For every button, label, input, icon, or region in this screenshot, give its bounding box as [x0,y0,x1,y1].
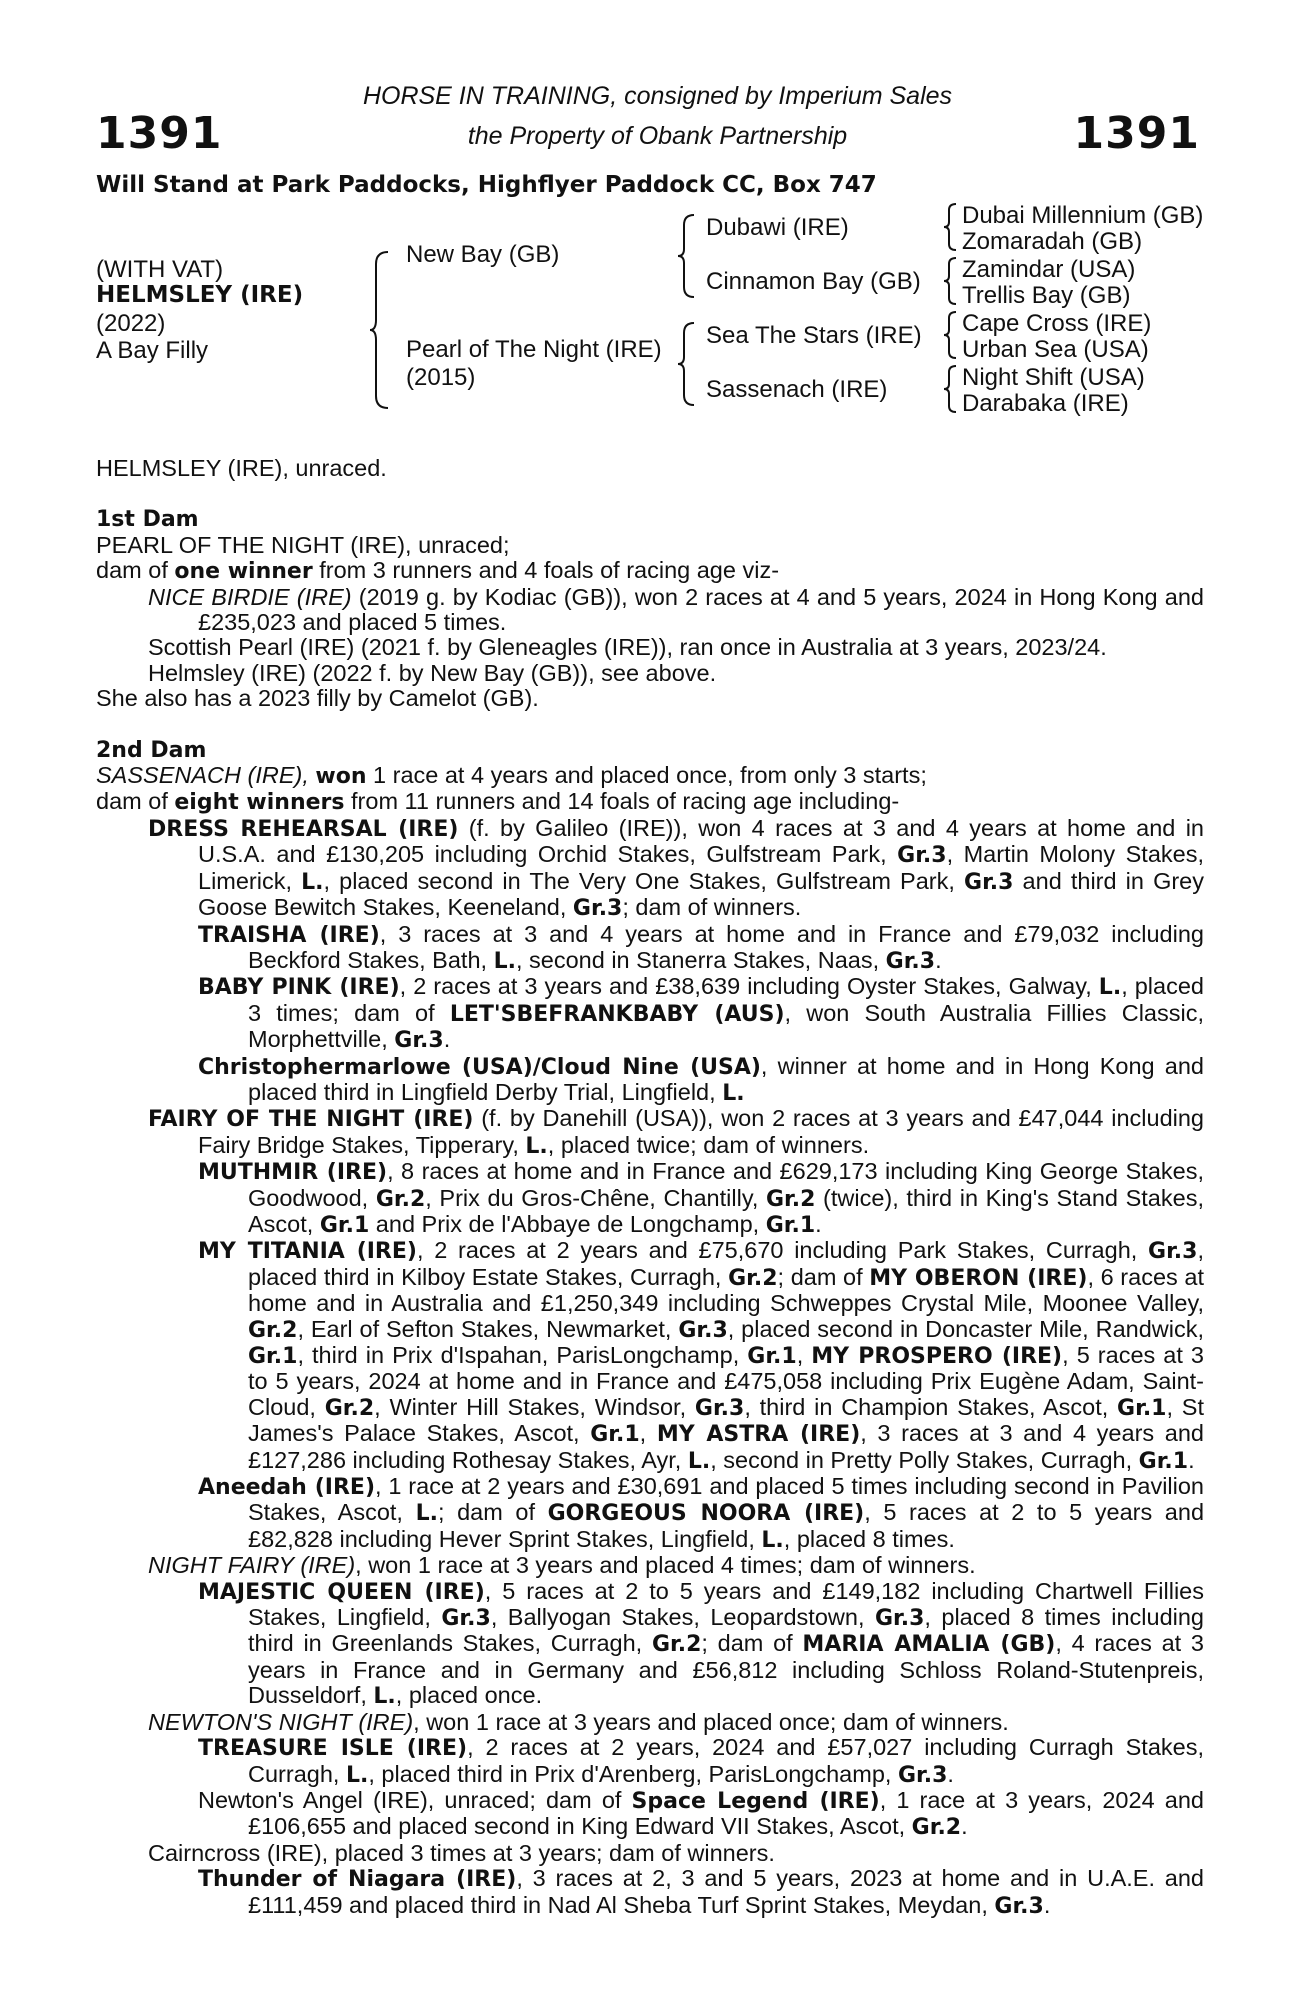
stand-location: Will Stand at Park Paddocks, Highflyer Paddock CC, Box 747 [96,172,877,198]
second-dam-produce-line: dam of eight winners from 11 runners and 14 foals of racing age including- [96,788,900,816]
entry-newtons-night: NEWTON'S NIGHT (IRE), won 1 race at 3 years and placed once; dam of winners. [148,1708,1009,1735]
entry-christophermarlowe: Christophermarlowe (USA)/Cloud Nine (USA), winner at home and in Hong Kong and placed third in Lingfield Derby Trial, Lingfield, L. [198,1052,1204,1106]
ggp-4: Trellis Bay (GB) [962,282,1131,309]
pedigree-bracket-dam [676,321,696,407]
first-dam-heading: 1st Dam [96,507,199,533]
produce-helmsley: Helmsley (IRE) (2022 f. by New Bay (GB)), see above. [148,659,717,686]
catalogue-body [96,456,1204,1919]
second-dam-heading: 2nd Dam [96,737,207,763]
sire-sire: Dubawi (IRE) [706,214,849,241]
dam-name: Pearl of The Night (IRE) [406,336,662,363]
pedigree-bracket-sire [676,213,696,299]
entry-majestic-queen: MAJESTIC QUEEN (IRE), 5 races at 2 to 5 years and £149,182 including Chartwell Fillies Stakes, Lingfield, Gr.3, Ballyogan Stakes, Leopardstown, Gr.3, placed 8 times including third in Greenlands Stakes, Curragh, Gr.2; dam of MARIA AMALIA (GB), 4 races at 3 years in France and in Germany and £56,812 including Schloss Roland-Stutenpreis, Dusseldorf, L., placed once. [198,1577,1204,1710]
sire-name: New Bay (GB) [406,241,560,268]
entry-aneedah: Aneedah (IRE), 1 race at 2 years and £30,691 and placed 5 times including second in Pavilion Stakes, Ascot, L.; dam of GORGEOUS NOORA (IRE), 5 races at 2 to 5 years and £82,828 including Hever Sprint Stakes, Lingfield, L., placed 8 times. [198,1473,1205,1553]
pedigree-bracket-g3-4 [942,364,958,414]
entry-my-titania: MY TITANIA (IRE), 2 races at 2 years and £75,670 including Park Stakes, Curragh, Gr.3, placed third in Kilboy Estate Stakes, Curragh, Gr.2; dam of MY OBERON (IRE), 6 races at home and in Australia and £1,250,349 including Schweppes Crystal Mile, Moonee Valley, Gr.2, Earl of Sefton Stakes, Newmarket, Gr.3, placed second in Doncaster Mile, Randwick, Gr.1, third in Prix d'Ispahan, ParisLongchamp, Gr.1, MY PROSPERO (IRE), 5 races at 3 to 5 years, 2024 at home and in France and £475,058 including Prix Eugène Adam, Saint-Cloud, Gr.2, Winter Hill Stakes, Windsor, Gr.3, third in Champion Stakes, Ascot, Gr.1, St James's Palace Stakes, Ascot, Gr.1, MY ASTRA (IRE), 3 races at 3 and 4 years and £127,286 including Rothesay Stakes, Ayr, L., second in Pretty Polly Stakes, Curragh, Gr.1. [198,1237,1205,1474]
ggp-6: Urban Sea (USA) [962,336,1149,363]
pedigree-bracket-g3-1 [942,202,958,252]
dam-year: (2015) [406,364,476,391]
ggp-3: Zamindar (USA) [962,256,1136,283]
entry-fairy-of-the-night: FAIRY OF THE NIGHT (IRE) (f. by Danehill (USA)), won 2 races at 3 years and £47,044 including Fairy Bridge Stakes, Tipperary, L., placed twice; dam of winners. [148,1105,1204,1159]
first-dam-line: PEARL OF THE NIGHT (IRE), unraced; [96,531,510,558]
consignor-line: HORSE IN TRAINING, consigned by Imperium Sales [362,82,953,110]
produce-note: She also has a 2023 filly by Camelot (GB). [96,685,539,712]
second-dam-line: SASSENACH (IRE), won 1 race at 4 years and placed once, from only 3 starts; [96,762,927,790]
entry-night-fairy: NIGHT FAIRY (IRE), won 1 race at 3 years and placed 4 times; dam of winners. [148,1552,976,1579]
ggp-1: Dubai Millennium (GB) [962,202,1204,229]
property-line: the Property of Obank Partnership [467,122,848,150]
race-summary: HELMSLEY (IRE), unraced. [96,455,387,481]
ggp-8: Darabaka (IRE) [962,390,1129,417]
lot-number-right: 1391 [1073,108,1200,159]
entry-newtons-angel: Newton's Angel (IRE), unraced; dam of Space Legend (IRE), 1 race at 3 years, 2024 and £106,655 and placed second in King Edward VII Stakes, Ascot, Gr.2. [198,1786,1204,1841]
sire-dam: Cinnamon Bay (GB) [706,268,921,295]
horse-year: (2022) [96,310,166,337]
ggp-2: Zomaradah (GB) [962,228,1143,255]
dam-dam: Sassenach (IRE) [706,376,888,403]
vat-label: (WITH VAT) [96,256,224,283]
produce-scottish-pearl: Scottish Pearl (IRE) (2021 f. by Gleneagles (IRE)), ran once in Australia at 3 years, 2023/24. [148,634,1107,661]
entry-dress-rehearsal: DRESS REHEARSAL (IRE) (f. by Galileo (IRE)), won 4 races at 3 and 4 years at home and in U.S.A. and £130,205 including Orchid Stakes, Gulfstream Park, Gr.3, Martin Molony Stakes, Limerick, L., placed second in The Very One Stakes, Gulfstream Park, Gr.3 and third in Grey Goose Bewitch Stakes, Keeneland, Gr.3; dam of winners. [148,814,1204,922]
entry-baby-pink: BABY PINK (IRE), 2 races at 3 years and £38,639 including Oyster Stakes, Galway, L., placed 3 times; dam of LET'SBEFRANKBABY (AUS), won South Australia Fillies Classic, Morphettville, Gr.3. [198,973,1204,1054]
dam-sire: Sea The Stars (IRE) [706,322,922,349]
entry-thunder-of-niagara: Thunder of Niagara (IRE), 3 races at 2, 3 and 5 years, 2023 at home and in U.A.E. and £111,459 and placed third in Nad Al Sheba Turf Sprint Stakes, Meydan, Gr.3. [198,1865,1204,1919]
lot-number-left: 1391 [96,108,223,159]
entry-cairncross: Cairncross (IRE), placed 3 times at 3 years; dam of winners. [148,1839,775,1866]
ggp-5: Cape Cross (IRE) [962,310,1152,337]
produce-nice-birdie: NICE BIRDIE (IRE) (2019 g. by Kodiac (GB)), won 2 races at 4 and 5 years, 2024 in Hong Kong and £235,023 and placed 5 times. [148,583,1204,636]
horse-description: A Bay Filly [96,337,209,364]
pedigree-bracket-g3-2 [942,256,958,306]
horse-name: HELMSLEY (IRE) [96,282,304,308]
pedigree-bracket-main [368,250,390,410]
entry-treasure-isle: TREASURE ISLE (IRE), 2 races at 2 years, 2024 and £57,027 including Curragh Stakes, Curragh, L., placed third in Prix d'Arenberg, ParisLongchamp, Gr.3. [198,1734,1205,1788]
ggp-7: Night Shift (USA) [962,364,1145,391]
first-dam-produce-line: dam of one winner from 3 runners and 4 foals of racing age viz- [96,557,780,585]
pedigree-bracket-g3-3 [942,310,958,360]
entry-muthmir: MUTHMIR (IRE), 8 races at home and in France and £629,173 including King George Stakes, Goodwood, Gr.2, Prix du Gros-Chêne, Chantilly, Gr.2 (twice), third in King's Stand Stakes, Ascot, Gr.1 and Prix de l'Abbaye de Longchamp, Gr.1. [198,1158,1204,1238]
entry-traisha: TRAISHA (IRE), 3 races at 3 and 4 years at home and in France and £79,032 including Beckford Stakes, Bath, L., second in Stanerra Stakes, Naas, Gr.3. [198,920,1204,974]
